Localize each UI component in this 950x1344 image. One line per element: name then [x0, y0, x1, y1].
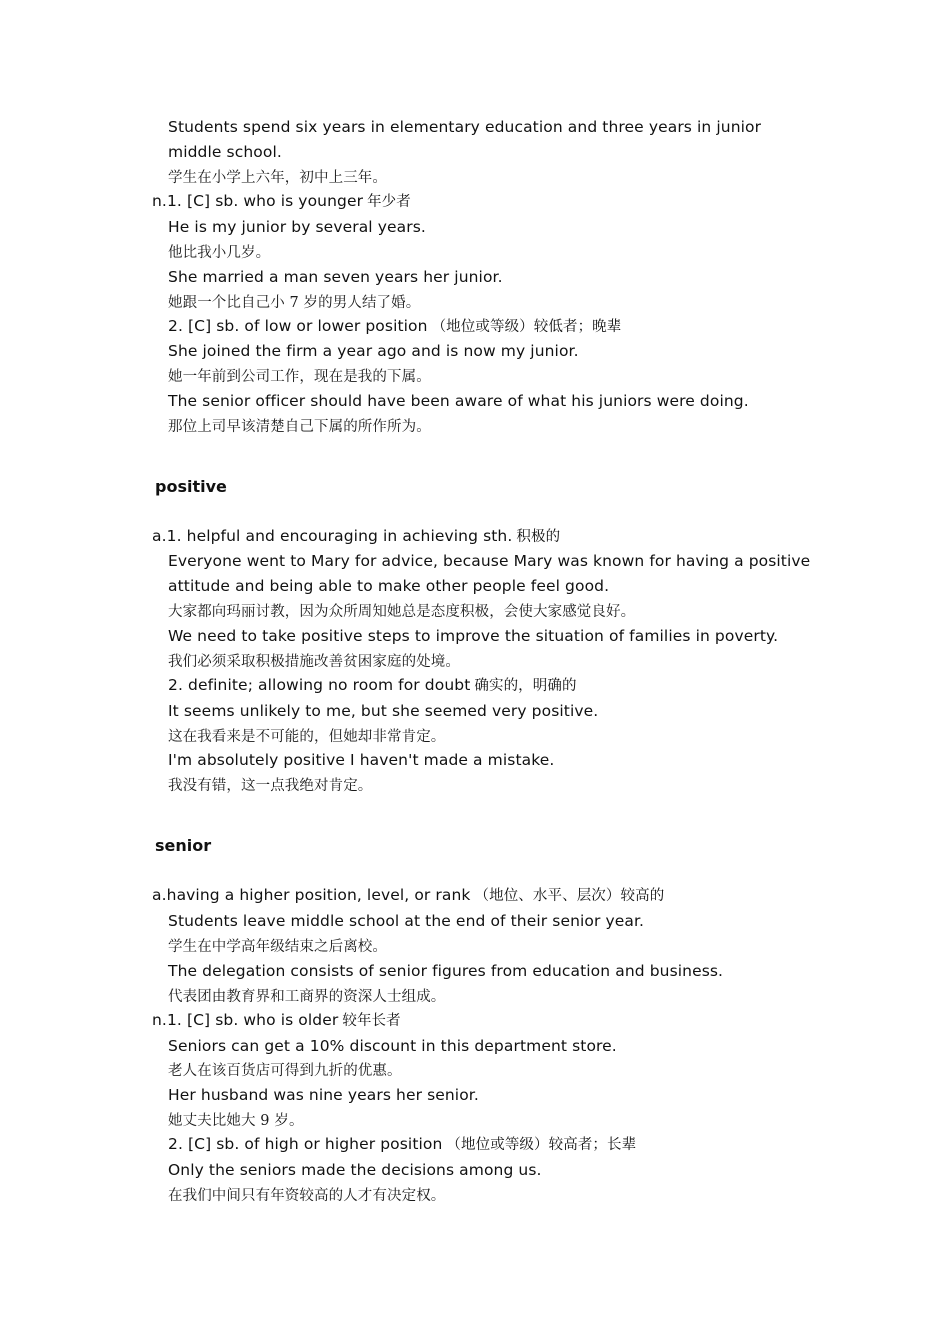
- sense-line: [152, 525, 560, 548]
- example-en: He is my junior by several years.: [168, 218, 426, 236]
- headword: senior: [155, 836, 212, 855]
- sense-definition: 1. helpful and encouraging in achieving sth.: [166, 527, 513, 545]
- example-zh: 学生在小学上六年，初中上三年。: [168, 170, 387, 186]
- sense-line: [168, 1133, 636, 1156]
- example-zh: 在我们中间只有年资较高的人才有决定权。: [168, 1188, 446, 1204]
- sense-translation: （地位或等级）较高者；长辈: [446, 1137, 637, 1153]
- sense-translation: 较年长者: [342, 1013, 401, 1029]
- example-zh: 我们必须采取积极措施改善贫困家庭的处境。: [168, 654, 460, 670]
- headword: positive: [155, 477, 227, 496]
- example-en: I'm absolutely positive I haven't made a mistake.: [168, 751, 555, 769]
- part-of-speech: n.: [152, 192, 167, 210]
- example-en: Students spend six years in elementary education and three years in junior: [168, 118, 762, 136]
- sense-translation: 积极的: [516, 529, 561, 545]
- example-zh: 老人在该百货店可得到九折的优惠。: [168, 1063, 402, 1079]
- sense-translation: （地位、水平、层次）较高的: [474, 888, 665, 904]
- example-zh: 这在我看来是不可能的，但她却非常肯定。: [168, 729, 446, 745]
- sense-translation: 确实的，明确的: [474, 678, 577, 694]
- sense-translation: 年少者: [367, 194, 411, 210]
- example-en: Everyone went to Mary for advice, because Mary was known for having a positive: [168, 552, 811, 570]
- sense-definition: 2. [C] sb. of low or lower position: [168, 317, 428, 335]
- example-zh: 代表团由教育界和工商界的资深人士组成。: [168, 989, 446, 1005]
- example-en: Seniors can get a 10% discount in this department store.: [168, 1037, 617, 1055]
- example-en: Only the seniors made the decisions among us.: [168, 1161, 542, 1179]
- sense-definition: having a higher position, level, or rank: [166, 886, 471, 904]
- sense-line: [152, 1009, 401, 1032]
- sense-translation: （地位或等级）较低者；晚辈: [431, 319, 622, 335]
- part-of-speech: a.: [152, 527, 167, 545]
- sense-definition: 1. [C] sb. who is younger: [166, 192, 364, 210]
- example-en: It seems unlikely to me, but she seemed very positive.: [168, 702, 599, 720]
- sense-line: [152, 884, 664, 907]
- example-en: Her husband was nine years her senior.: [168, 1086, 479, 1104]
- example-en: Students leave middle school at the end of their senior year.: [168, 912, 645, 930]
- part-of-speech: n.: [152, 1011, 167, 1029]
- sense-definition: 2. [C] sb. of high or higher position: [168, 1135, 443, 1153]
- example-zh: 她跟一个比自己小 7 岁的男人结了婚。: [168, 295, 421, 311]
- example-zh: 她一年前到公司工作，现在是我的下属。: [168, 369, 431, 385]
- example-en: The delegation consists of senior figures from education and business.: [168, 962, 724, 980]
- part-of-speech: a.: [152, 886, 167, 904]
- sense-definition: 2. definite; allowing no room for doubt: [168, 676, 471, 694]
- example-zh: 那位上司早该清楚自己下属的所作所为。: [168, 419, 431, 435]
- example-en: The senior officer should have been aware of what his juniors were doing.: [168, 392, 749, 410]
- example-en: middle school.: [168, 143, 282, 161]
- sense-definition: 1. [C] sb. who is older: [166, 1011, 339, 1029]
- example-en: She joined the firm a year ago and is now my junior.: [168, 342, 579, 360]
- example-zh: 她丈夫比她大 9 岁。: [168, 1113, 304, 1129]
- example-zh: 他比我小几岁。: [168, 245, 271, 261]
- example-zh: 大家都向玛丽讨教，因为众所周知她总是态度积极，会使大家感觉良好。: [168, 604, 636, 620]
- example-en: We need to take positive steps to improve the situation of families in poverty.: [168, 627, 779, 645]
- example-en: She married a man seven years her junior.: [168, 268, 503, 286]
- example-zh: 学生在中学高年级结束之后离校。: [168, 939, 387, 955]
- sense-line: [168, 315, 621, 338]
- sense-line: [168, 674, 577, 697]
- sense-line: [152, 190, 411, 213]
- example-en: attitude and being able to make other people feel good.: [168, 577, 610, 595]
- example-zh: 我没有错，这一点我绝对肯定。: [168, 778, 373, 794]
